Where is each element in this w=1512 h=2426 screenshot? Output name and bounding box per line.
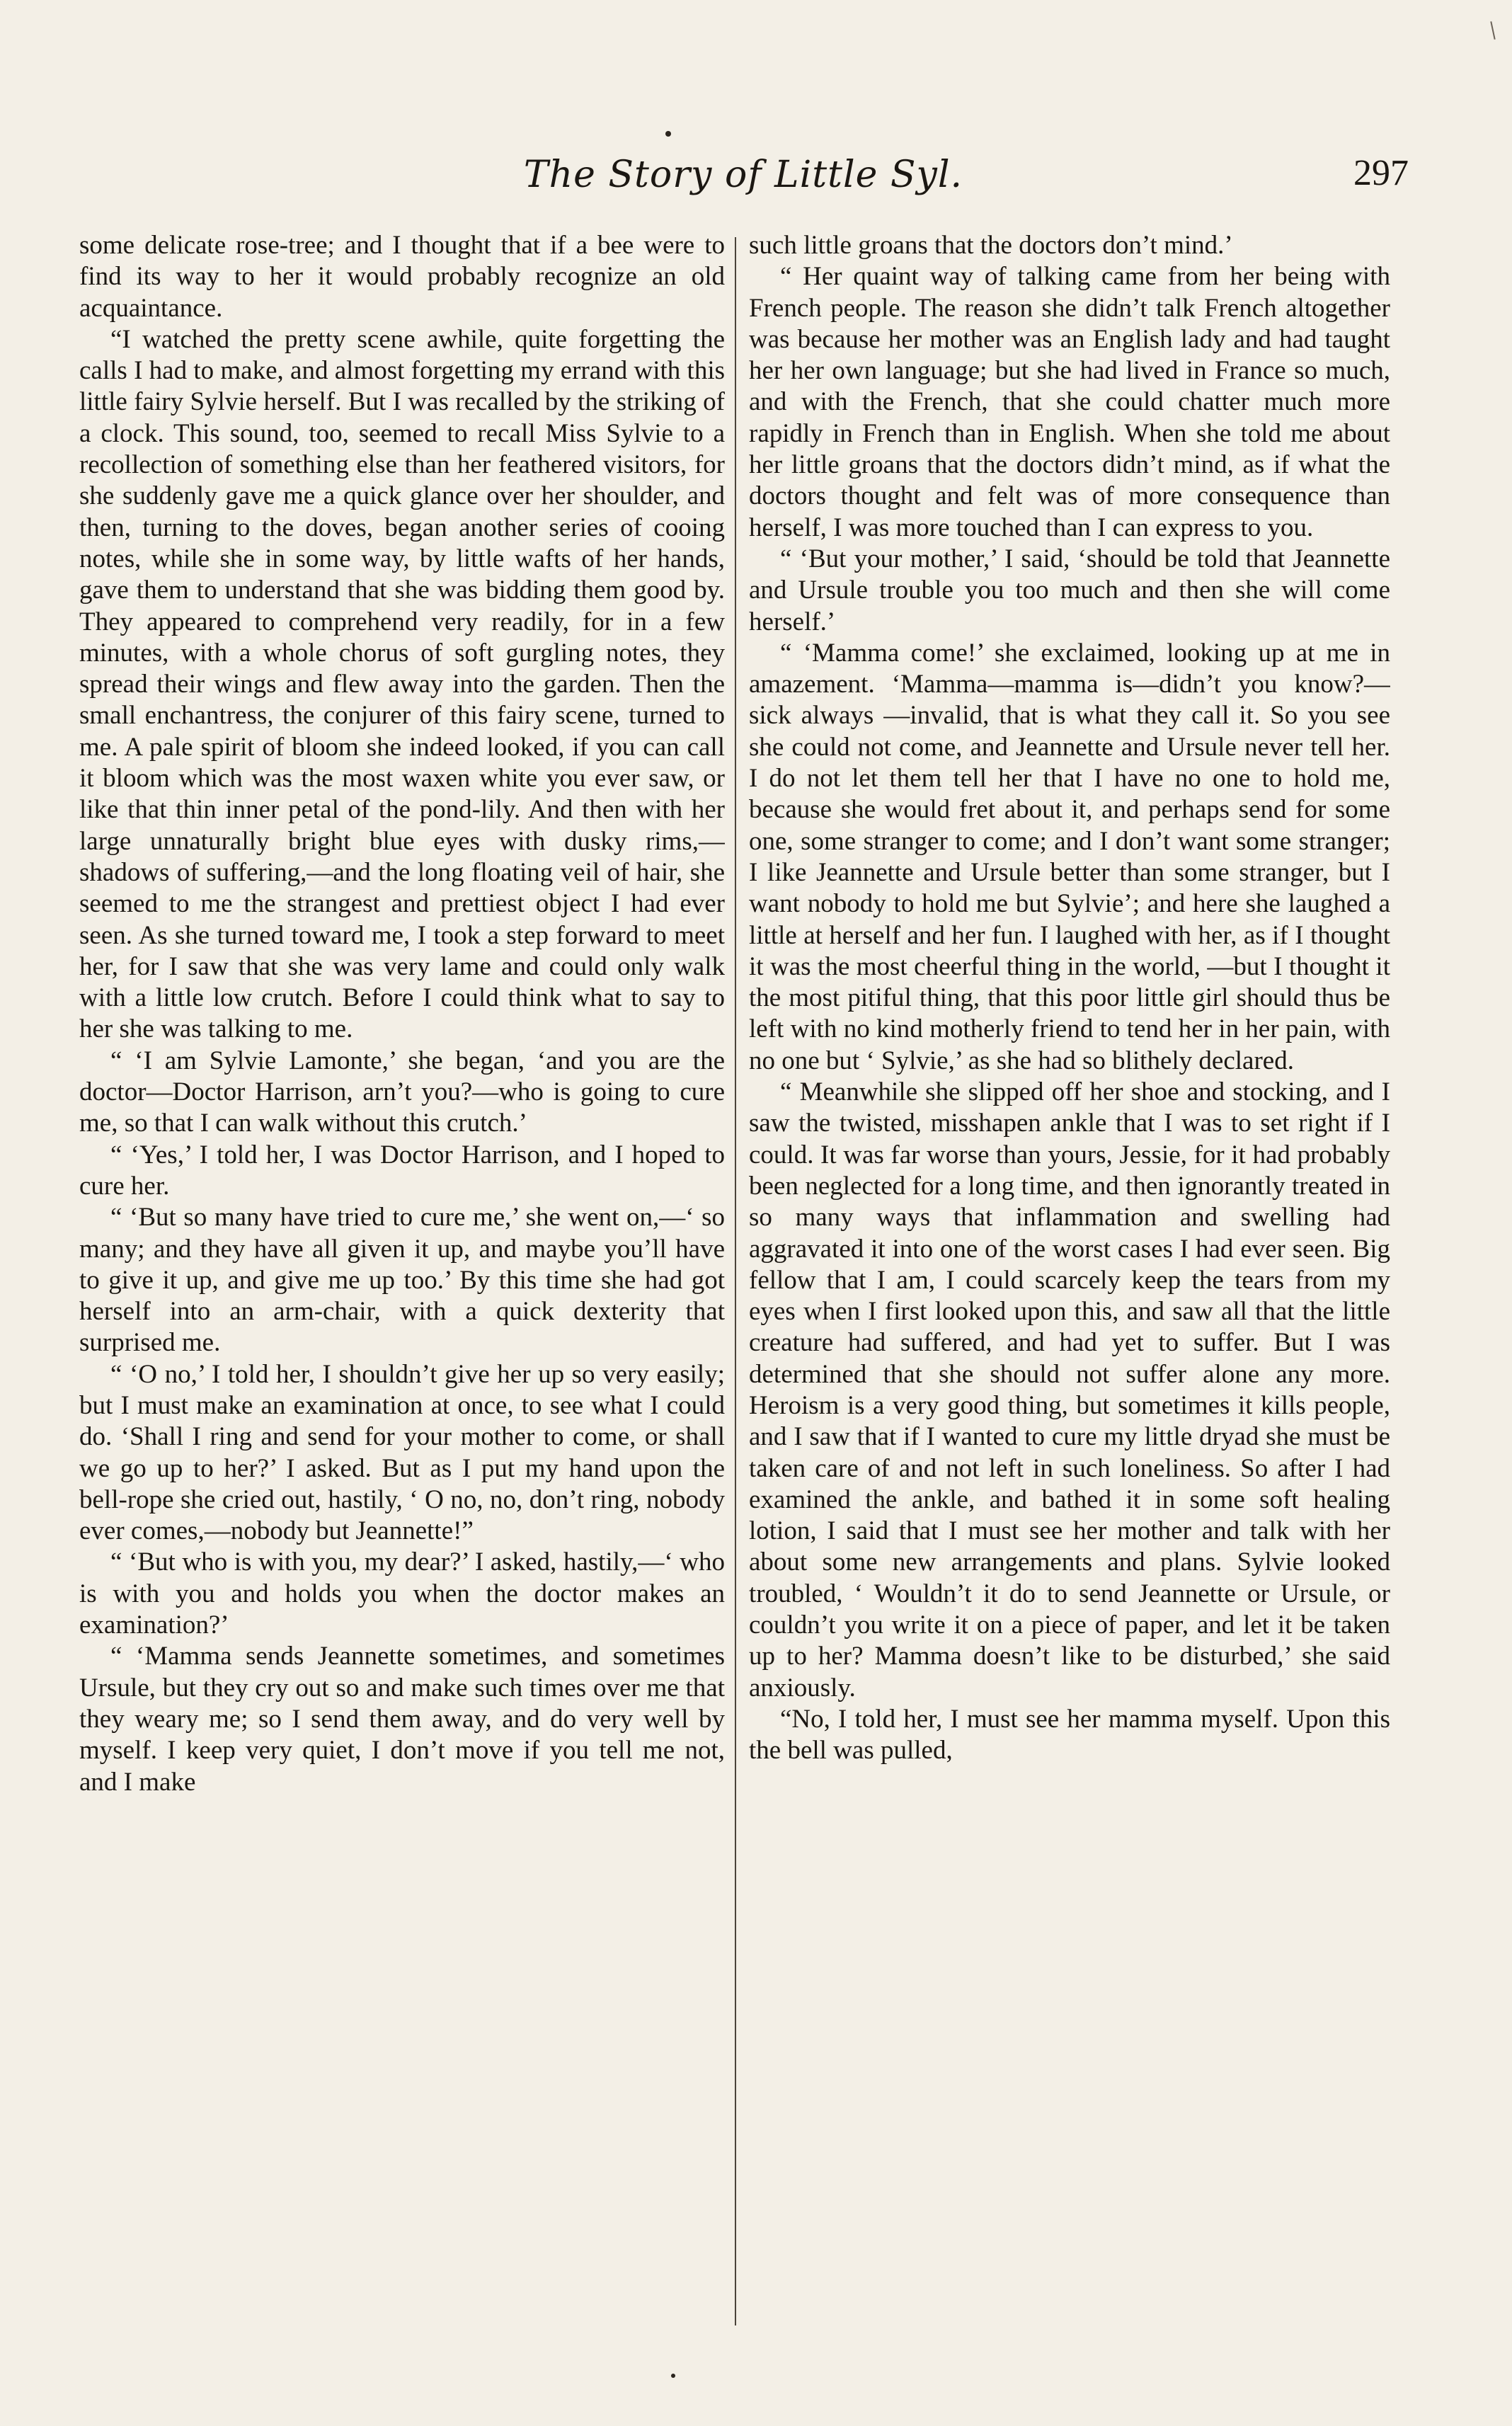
paragraph: “ ‘But your mother,’ I said, ‘should be told that Jeannette and Ursule trouble you too much and then she will come herself.’ [749, 544, 1390, 636]
paragraph: “ ‘But so many have tried to cure me,’ she went on,—‘ so many; and they have all given it up, and maybe you’ll have to give it up, and give me up too.’ By this time she had got herself into an arm-chair, with a quick dexterity that surprised me. [79, 1203, 725, 1358]
paragraph: “ ‘Mamma sends Jeannette sometimes, and sometimes Ursule, but they cry out so and make such times over me that they weary me; so I send them away, and do very well by myself. I keep very quiet, I don’t move if you tell me not, and I make [79, 1642, 725, 1797]
paragraph: “ ‘Yes,’ I told her, I was Doctor Harrison, and I hoped to cure her. [79, 1140, 725, 1201]
ink-dot [671, 2374, 675, 2378]
ink-dot [665, 131, 671, 137]
left-column [79, 230, 725, 2368]
paragraph: “I watched the pretty scene awhile, quite forgetting the calls I had to make, and almost forgetting my errand with this little fairy Sylvie herself. But I was recalled by the striking of a clock. This sound, too, seemed to recall Miss Sylvie to a recollection of something else than her feathered visitors, for she suddenly gave me a quick glance over her shoulder, and then, turning to the doves, began another series of cooing notes, while she in some way, by little wafts of her hands, gave them to understand that she was bidding them good by. They appeared to comprehend very readily, for in a few minutes, with a whole chorus of soft gurgling notes, they spread their wings and flew away into the garden. Then the small enchantress, the conjurer of this fairy scene, turned to me. A pale spirit of bloom she indeed looked, if you can call it bloom which was the most waxen white you ever saw, or like that thin inner petal of the pond-lily. And then with her large unnaturally bright blue eyes with dusky rims,—shadows of suffering,—and the long floating veil of hair, she seemed to me the strangest and prettiest object I had ever seen. As she turned toward me, I took a step forward to meet her, for I saw that she was very lame and could only walk with a little low crutch. Before I could think what to say to her she was talking to me. [79, 324, 725, 1044]
paragraph: some delicate rose-tree; and I thought that if a bee were to find its way to her it would probably recognize an old acquaintance. [79, 231, 725, 323]
paragraph: “ ‘Mamma come!’ she exclaimed, looking up at me in amazement. ‘Mamma—mamma is—didn’t you know?—sick always —invalid, that is what they call it. So you see she could not come, and Jeannette and Ursule never tell her. I do not let them tell her that I have no one to hold me, because she would fret about it, and perhaps send for some one, some stranger to come; and I don’t want some stranger; I like Jeannette and Ursule better than some stranger, but I want nobody to hold me but Sylvie’; and here she laughed a little at herself and her fun. I laughed with her, as if I thought it was the most cheerful thing in the world, —but I thought it the most pitiful thing, that this poor little girl should thus be left with no kind motherly friend to tend her in her pain, with no one but ‘ Sylvie,’ as she had so blithely declared. [749, 638, 1390, 1075]
page-number: 297 [1353, 153, 1409, 193]
running-title: The Story of Little Syl. [523, 154, 963, 196]
edge-mark [1490, 21, 1495, 40]
paragraph: such little groans that the doctors don’t mind.’ [749, 231, 1233, 260]
paragraph: “ ‘I am Sylvie Lamonte,’ she began, ‘and you are the doctor—Doctor Harrison, arn’t you?—who is going to cure me, so that I can walk without this crutch.’ [79, 1046, 725, 1138]
page-header [78, 145, 1409, 209]
paragraph: “ Meanwhile she slipped off her shoe and stocking, and I saw the twisted, misshapen ankle that I was to set right if I could. It was far worse than yours, Jessie, for it had probably been neglected for a long time, and then ignorantly treated in so many ways that inflammation and swelling had aggravated it into one of the worst cases I had ever seen. Big fellow that I am, I could scarcely keep the tears from my eyes when I first looked upon this, and saw all that the little creature had suffered, and had yet to suffer. But I was determined that she should not suffer alone any more. Heroism is a very good thing, but sometimes it kills people, and I saw that if I wanted to cure my little dryad she must be taken care of and not left in such loneliness. So after I had examined the ankle, and bathed it in some soft healing lotion, I said that I must see her mother and talk with her about some new arrangements and plans. Sylvie looked troubled, ‘ Wouldn’t it do to send Jeannette or Ursule, or couldn’t you write it on a piece of paper, and let it be taken up to her? Mamma doesn’t like to be disturbed,’ she said anxiously. [749, 1077, 1390, 1703]
right-column [749, 230, 1390, 2368]
paragraph: “No, I told her, I must see her mamma myself. Upon this the bell was pulled, [749, 1704, 1390, 1766]
paragraph: “ Her quaint way of talking came from her being with French people. The reason she didn’t talk French altogether was because her mother was an English lady and had taught her her own language; but she had lived in France so much, and with the French, that she could chatter much more rapidly in French than in English. When she told me about her little groans that the doctors didn’t mind, as if what the doctors thought and felt was of more consequence than herself, I was more touched than I can express to you. [749, 262, 1390, 542]
paragraph: “ ‘O no,’ I told her, I shouldn’t give her up so very easily; but I must make an examination at once, to see what I could do. ‘Shall I ring and send for your mother to come, or shall we go up to her?’ I asked. But as I put my hand upon the bell-rope she cried out, hastily, ‘ O no, no, don’t ring, nobody ever comes,—nobody but Jeannette!” [79, 1359, 725, 1546]
column-divider [735, 237, 736, 2325]
paragraph: “ ‘But who is with you, my dear?’ I asked, hastily,—‘ who is with you and holds you when the doctor makes an examination?’ [79, 1547, 725, 1640]
